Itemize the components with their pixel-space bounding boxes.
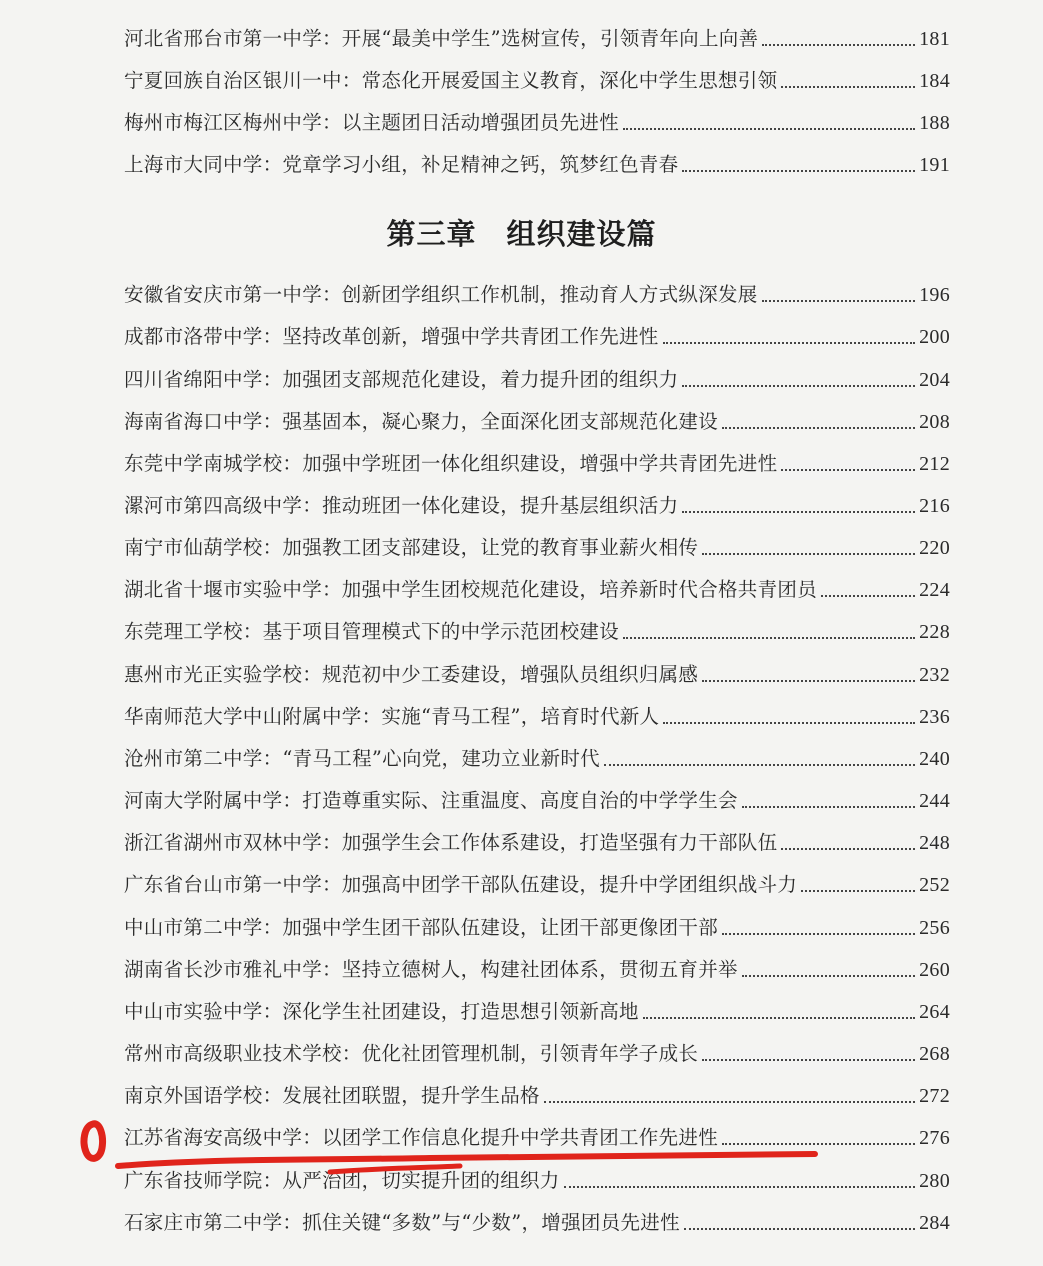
entry-page-number: 244 (919, 790, 950, 812)
entry-title: 湖北省十堰市实验中学：加强中学生团校规范化建设，培养新时代合格共青团员 (124, 578, 818, 601)
dot-leader (781, 848, 915, 850)
toc-entry[interactable] (124, 911, 950, 945)
entry-title: 南宁市仙葫学校：加强教工团支部建设，让党的教育事业薪火相传 (124, 536, 699, 559)
entry-title: 广东省台山市第一中学：加强高中团学干部队伍建设，提升中学团组织战斗力 (124, 873, 798, 896)
toc-entry[interactable] (124, 700, 950, 734)
toc-entry[interactable] (124, 148, 950, 182)
toc-entry[interactable] (124, 489, 950, 523)
entry-title: 漯河市第四高级中学：推动班团一体化建设，提升基层组织活力 (124, 494, 679, 517)
entry-page-number: 212 (919, 453, 950, 475)
toc-entry[interactable] (124, 1037, 950, 1071)
entry-page-number: 181 (919, 28, 950, 50)
entry-page-number: 268 (919, 1043, 950, 1065)
toc-entry[interactable] (124, 22, 950, 56)
entry-title: 宁夏回族自治区银川一中：常态化开展爱国主义教育，深化中学生思想引领 (124, 69, 778, 92)
dot-leader (742, 975, 915, 977)
entry-page-number: 200 (919, 326, 950, 348)
entry-title: 海南省海口中学：强基固本，凝心聚力，全面深化团支部规范化建设 (124, 410, 719, 433)
entry-title: 石家庄市第二中学：抓住关键“多数”与“少数”，增强团员先进性 (124, 1211, 680, 1234)
dot-leader (682, 170, 915, 172)
dot-leader (643, 1017, 915, 1019)
dot-leader (682, 511, 915, 513)
entry-page-number: 236 (919, 706, 950, 728)
dot-leader (821, 595, 915, 597)
dot-leader (702, 553, 915, 555)
entry-title: 惠州市光正实验学校：规范初中少工委建设，增强队员组织归属感 (124, 663, 699, 686)
dot-leader (781, 86, 915, 88)
entry-page-number: 276 (919, 1127, 950, 1149)
toc-entry[interactable] (124, 573, 950, 607)
entry-page-number: 264 (919, 1001, 950, 1023)
toc-entry[interactable] (124, 995, 950, 1029)
toc-entry[interactable] (124, 106, 950, 140)
entry-title: 华南师范大学中山附属中学：实施“青马工程”，培育时代新人 (124, 705, 660, 728)
circle-mark (84, 1124, 102, 1159)
toc-entry[interactable] (124, 742, 950, 776)
entry-page-number: 284 (919, 1212, 950, 1234)
entry-title: 河南大学附属中学：打造尊重实际、注重温度、高度自治的中学学生会 (124, 789, 738, 812)
dot-leader (762, 44, 915, 46)
toc-entry[interactable] (124, 868, 950, 902)
dot-leader (702, 1059, 915, 1061)
entry-page-number: 256 (919, 917, 950, 939)
entry-title: 四川省绵阳中学：加强团支部规范化建设，着力提升团的组织力 (124, 368, 679, 391)
dot-leader (801, 890, 915, 892)
dot-leader (722, 427, 915, 429)
toc-entry[interactable] (124, 784, 950, 818)
dot-leader (623, 637, 915, 639)
toc-entry-highlighted[interactable] (124, 1121, 950, 1155)
entry-page-number: 260 (919, 959, 950, 981)
entry-page-number: 196 (919, 284, 950, 306)
entry-title: 中山市第二中学：加强中学生团干部队伍建设，让团干部更像团干部 (124, 916, 719, 939)
entry-title: 广东省技师学院：从严治团，切实提升团的组织力 (124, 1169, 560, 1192)
dot-leader (623, 128, 915, 130)
entry-page-number: 272 (919, 1085, 950, 1107)
entry-title: 安徽省安庆市第一中学：创新团学组织工作机制，推动育人方式纵深发展 (124, 283, 758, 306)
dot-leader (564, 1186, 915, 1188)
entry-title: 成都市洛带中学：坚持改革创新，增强中学共青团工作先进性 (124, 325, 659, 348)
entry-page-number: 204 (919, 369, 950, 391)
dot-leader (544, 1101, 915, 1103)
entry-page-number: 220 (919, 537, 950, 559)
entry-title: 南京外国语学校：发展社团联盟，提升学生品格 (124, 1084, 540, 1107)
entry-title: 东莞理工学校：基于项目管理模式下的中学示范团校建设 (124, 620, 620, 643)
chapter-heading (0, 212, 1043, 253)
toc-entry[interactable] (124, 1164, 950, 1198)
dot-leader (742, 806, 915, 808)
chapter-number: 第三章 (386, 217, 477, 251)
entry-title: 浙江省湖州市双林中学：加强学生会工作体系建设，打造坚强有力干部队伍 (124, 831, 778, 854)
entry-page-number: 184 (919, 70, 950, 92)
toc-entry[interactable] (124, 1206, 950, 1240)
dot-leader (663, 722, 915, 724)
chapter-name: 组织建设篇 (506, 217, 657, 251)
toc-entry[interactable] (124, 405, 950, 439)
entry-title: 常州市高级职业技术学校：优化社团管理机制，引领青年学子成长 (124, 1042, 699, 1065)
entry-page-number: 191 (919, 154, 950, 176)
toc-entry[interactable] (124, 658, 950, 692)
toc-entry[interactable] (124, 447, 950, 481)
entry-page-number: 232 (919, 664, 950, 686)
entry-page-number: 224 (919, 579, 950, 601)
dot-leader (762, 300, 915, 302)
entry-page-number: 248 (919, 832, 950, 854)
toc-entry[interactable] (124, 826, 950, 860)
toc-entry[interactable] (124, 531, 950, 565)
entry-page-number: 188 (919, 112, 950, 134)
entry-title: 湖南省长沙市雅礼中学：坚持立德树人，构建社团体系，贯彻五育并举 (124, 958, 738, 981)
entry-title: 河北省邢台市第一中学：开展“最美中学生”选树宣传，引领青年向上向善 (124, 27, 759, 50)
dot-leader (663, 342, 915, 344)
entry-page-number: 252 (919, 874, 950, 896)
entry-title: 江苏省海安高级中学：以团学工作信息化提升中学共青团工作先进性 (124, 1126, 719, 1149)
dot-leader (702, 680, 915, 682)
dot-leader (684, 1228, 915, 1230)
toc-entry[interactable] (124, 64, 950, 98)
toc-entry[interactable] (124, 320, 950, 354)
dot-leader (722, 933, 915, 935)
toc-entry[interactable] (124, 363, 950, 397)
dot-leader (682, 385, 915, 387)
toc-entry[interactable] (124, 615, 950, 649)
entry-page-number: 280 (919, 1170, 950, 1192)
entry-page-number: 216 (919, 495, 950, 517)
entry-title: 梅州市梅江区梅州中学：以主题团日活动增强团员先进性 (124, 111, 620, 134)
toc-entry[interactable] (124, 278, 950, 312)
entry-page-number: 208 (919, 411, 950, 433)
toc-entry[interactable] (124, 953, 950, 987)
entry-title: 东莞中学南城学校：加强中学班团一体化组织建设，增强中学共青团先进性 (124, 452, 778, 475)
dot-leader (781, 469, 915, 471)
entry-page-number: 228 (919, 621, 950, 643)
toc-entry[interactable] (124, 1079, 950, 1113)
entry-page-number: 240 (919, 748, 950, 770)
entry-title: 中山市实验中学：深化学生社团建设，打造思想引领新高地 (124, 1000, 639, 1023)
entry-title: 沧州市第二中学：“青马工程”心向党，建功立业新时代 (124, 747, 600, 770)
entry-title: 上海市大同中学：党章学习小组，补足精神之钙，筑梦红色青春 (124, 153, 679, 176)
dot-leader (604, 764, 915, 766)
dot-leader (722, 1143, 915, 1145)
